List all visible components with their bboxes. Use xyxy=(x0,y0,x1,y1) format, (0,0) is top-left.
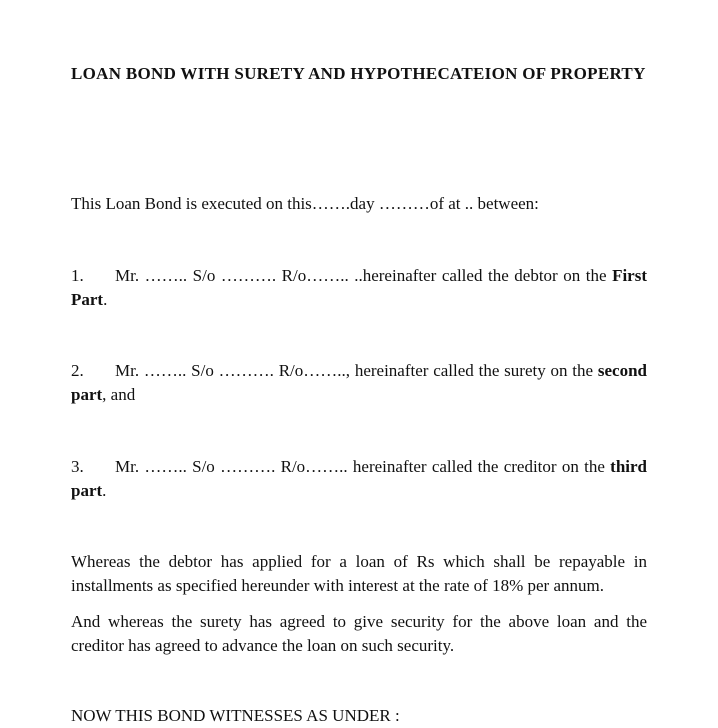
party-text: Mr. …….. S/o ………. R/o…….. hereinafter called the creditor on the xyxy=(115,457,605,476)
whereas-paragraph-debtor: Whereas the debtor has applied for a loan of Rs which shall be repayable in installments as specified hereunder with interest at the rate of 18% per annum. xyxy=(71,552,647,595)
party-number: 2. xyxy=(71,361,84,380)
party-number: 1. xyxy=(71,266,84,285)
whereas-paragraph-surety: And whereas the surety has agreed to give security for the above loan and the creditor has agreed to advance the loan on such security. xyxy=(71,612,647,655)
document-title: LOAN BOND WITH SURETY AND HYPOTHECATEION OF PROPERTY xyxy=(71,64,646,83)
party-text: Mr. …….. S/o ………. R/o…….. ..hereinafter called the debtor on the xyxy=(115,266,607,285)
witness-heading: NOW THIS BOND WITNESSES AS UNDER : xyxy=(71,706,400,725)
party-third xyxy=(71,455,647,503)
party-tail: . xyxy=(102,481,107,500)
party-role: First Part xyxy=(71,266,647,309)
intro-paragraph: This Loan Bond is executed on this…….day ………of at .. between: xyxy=(71,194,539,213)
party-second xyxy=(71,359,647,407)
party-tail: . xyxy=(103,290,108,309)
party-number: 3. xyxy=(71,457,84,476)
party-role: third part xyxy=(71,457,648,500)
party-text: Mr. …….. S/o ………. R/o…….., hereinafter called the surety on the xyxy=(115,361,594,380)
party-tail: , and xyxy=(102,385,136,404)
party-first xyxy=(71,264,647,312)
party-role: second part xyxy=(71,361,647,404)
